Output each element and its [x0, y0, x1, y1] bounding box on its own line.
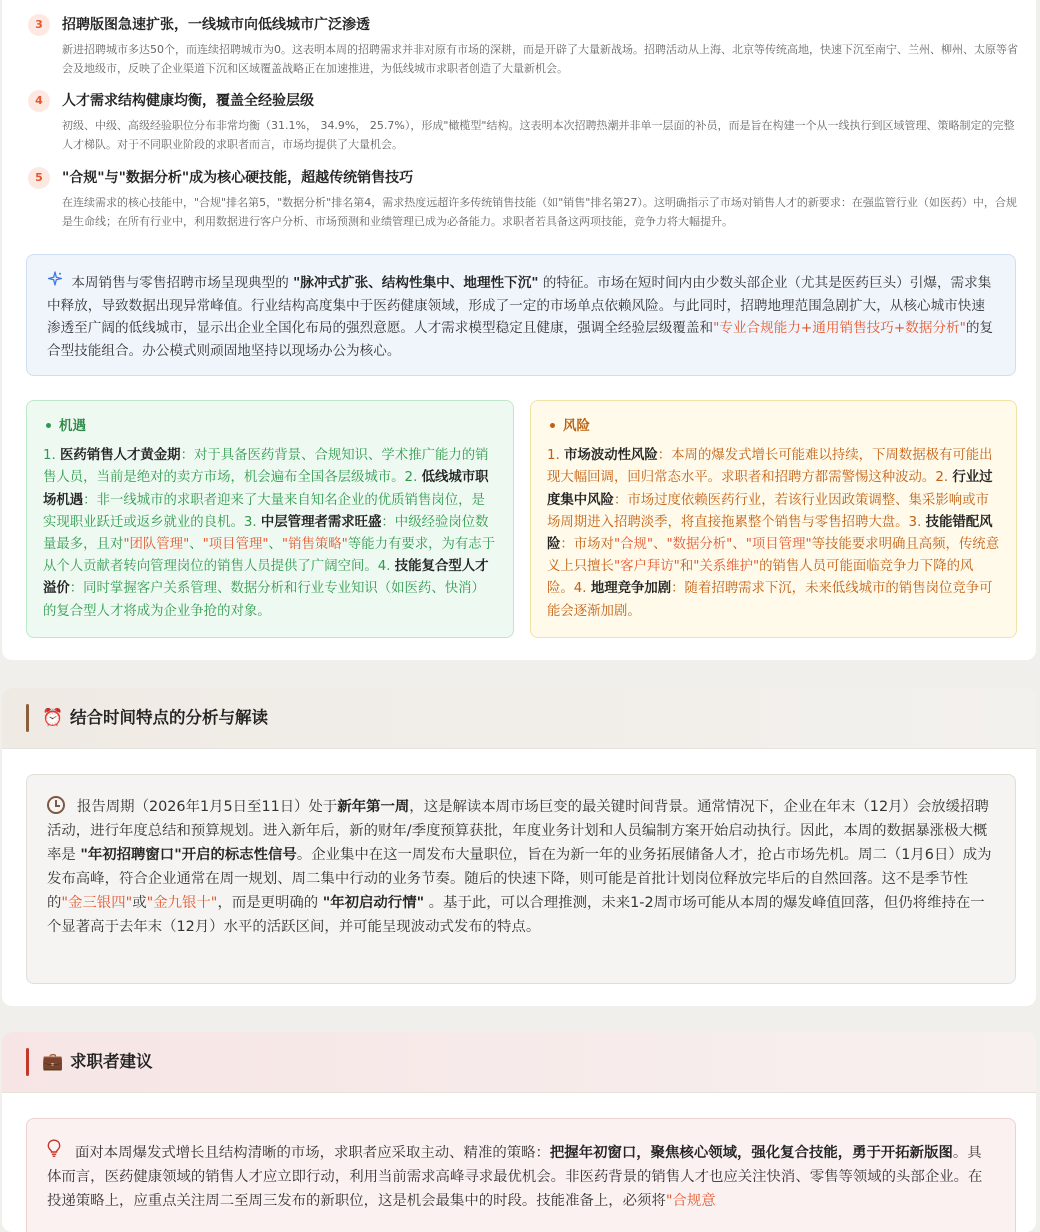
time-analysis-box: 报告周期（2026年1月5日至11日）处于新年第一周，这是解读本周市场巨变的最关键时间背景。通常情况下，企业在年末（12月）会放缓招聘活动，进行年度总结和预算规划。进入新年后，新的财年/季度预算获批，年度业务计划和人员编制方案开始启动执行。因此，本周的数据暴涨极大概率是 "年初招聘窗口"开启的标志性信号。企业集中在这一周发布大量职位，旨在为新一年的业务拓展储备人才，抢占市场先机。周二（1月6日）成为发布高峰，符合企业通常在周一规划、周二集中行动的业务节奏。随后的快速下降，则可能是首批计划岗位释放完毕后的自然回落。这不是季节性的"金三银四"或"金九银十"，而是更明确的 "年初启动行情" 。基于此，可以合理推测，未来1-2周市场可能从本周的爆发峰值回落，但仍将维持在一个显著高于去年末（12月）水平的活跃区间，并可能呈现波动式发布的特点。 — [26, 774, 1016, 984]
summary-box — [26, 254, 1016, 376]
lightbulb-icon — [47, 1139, 67, 1164]
job-seeker-advice-card — [2, 1032, 1036, 1232]
alarm-clock-icon: ⏰ — [42, 708, 64, 728]
finding-description: 在连续需求的核心技能中，"合规"排名第5，"数据分析"排名第4，需求热度远超许多传统销售技能（如"销售"排名第27）。这明确指示了市场对销售人才的新要求：在强监管行业（如医药）中，合规是生命线；在所有行业中，利用数据进行客户分析、市场预测和业绩管理已成为必备能力。求职者若具备这两项技能，竞争力将大幅提升。 — [62, 196, 1017, 228]
section-title: 求职者建议 — [70, 1052, 153, 1071]
finding-title: 招聘版图急速扩张，一线城市向低线城市广泛渗透 — [62, 17, 370, 33]
briefcase-icon: 💼 — [42, 1052, 64, 1072]
finding-description: 新进招聘城市多达50个，而连续招聘城市为0。这表明本周的招聘需求并非对原有市场的深耕，而是开辟了大量新战场。招聘活动从上海、北京等传统高地，快速下沉至南宁、兰州、柳州、太原等省会及地级市，反映了企业渠道下沉和区域覆盖战略正在加速推进，为低线城市求职者创造了大量新机会。 — [62, 43, 1018, 75]
section-header — [2, 1032, 1036, 1092]
summary-text: 的复合型技能组合。办公模式则顽固地坚持以现场办公为核心。 — [47, 320, 994, 359]
divider — [2, 1092, 1036, 1093]
risk-heading: 风险 — [547, 415, 1000, 437]
finding-description: 初级、中级、高级经验职位分布非常均衡（31.1%， 34.9%， 25.7%），形成"橄榄型"结构。这表明本次招聘热潮并非单一层面的补员，而是旨在构建一个从一线执行到区域管理、策略制定的完整人才梯队。对于不同职业阶段的求职者而言，市场均提供了大量机会。 — [62, 119, 1015, 151]
summary-highlight: "专业合规能力+通用销售技巧+数据分析" — [713, 320, 966, 336]
finding-title: 人才需求结构健康均衡，覆盖全经验层级 — [62, 93, 314, 109]
number-badge: 5 — [28, 167, 50, 189]
finding-title: "合规"与"数据分析"成为核心硬技能，超越传统销售技巧 — [62, 170, 414, 186]
section-title: 结合时间特点的分析与解读 — [70, 708, 268, 727]
section-header — [2, 688, 1036, 748]
clock-icon — [47, 796, 65, 814]
opportunity-heading: 机遇 — [43, 415, 497, 437]
opportunity-panel — [26, 400, 514, 638]
bullet-dot-icon — [550, 423, 555, 428]
section-accent-bar — [26, 704, 29, 732]
section-accent-bar — [26, 1048, 29, 1076]
time-analysis-card — [2, 688, 1036, 1006]
summary-text: 的特征。市场在短时间内由少数头部企业（尤其是医药巨头）引爆，需求集中释放，导致数据出现异常峰值。行业结构高度集中于医药健康领域，形成了一定的市场单点依赖风险。与此同时，招聘地理范围急剧扩大，从核心城市快速渗透至广阔的低线城市，显示出企业全国化布局的强烈意愿。人才需求模型稳定且健康，强调全经验层级覆盖和 — [47, 275, 992, 336]
analysis-card — [2, 0, 1036, 660]
sparkle-icon — [47, 271, 67, 294]
number-badge: 4 — [28, 90, 50, 112]
risk-text: 1. 市场波动性风险：本周的爆发式增长可能难以持续，下周数据极有可能出现大幅回调，回归常态水平。求职者和招聘方都需警惕这种波动。2. 行业过度集中风险：市场过度依赖医药行业，若该行业因政策调整、集采影响或市场周期进入招聘淡季，将直接拖累整个销售与零售招聘大盘。3. 技能错配风险：市场对"合规"、"数据分析"、"项目管理"等技能要求明确且高频，传统意义上只擅长"客户拜访"和"关系维护"的销售人员可能面临竞争力下降的风险。4. 地理竞争加剧：随着招聘需求下沉，未来低线城市的销售岗位竞争可能会逐渐加剧。 — [547, 448, 1000, 619]
summary-emphasis: "脉冲式扩张、结构性集中、地理性下沉" — [293, 275, 539, 291]
number-badge: 3 — [28, 14, 50, 36]
risk-panel — [530, 400, 1017, 638]
bullet-dot-icon — [46, 423, 51, 428]
summary-text: 本周销售与零售招聘市场呈现典型的 — [71, 275, 294, 291]
divider — [2, 748, 1036, 749]
opportunity-text: 1. 医药销售人才黄金期：对于具备医药背景、合规知识、学术推广能力的销售人员，当前是绝对的卖方市场，机会遍布全国各层级城市。2. 低线城市职场机遇：非一线城市的求职者迎来了大量来自知名企业的优质销售岗位，是实现职业跃迁或返乡就业的良机。3. 中层管理者需求旺盛：中级经验岗位数量最多，且对"团队管理"、"项目管理"、"销售策略"等能力有要求，为有志于从个人贡献者转向管理岗位的销售人员提供了广阔空间。4. 技能复合型人才溢价：同时掌握客户关系管理、数据分析和行业专业知识（如医药、快消）的复合型人才将成为企业争抢的对象。 — [43, 448, 496, 619]
advice-box: 面对本周爆发式增长且结构清晰的市场，求职者应采取主动、精准的策略：把握年初窗口，聚焦核心领域，强化复合技能，勇于开拓新版图。具体而言，医药健康领域的销售人才应立即行动，利用当前需求高峰寻求最优机会。非医药背景的销售人才也应关注快消、零售等领域的头部企业。在投递策略上，应重点关注周二至周三发布的新职位，这是机会最集中的时段。技能准备上，必须将"合规意 — [26, 1118, 1016, 1232]
